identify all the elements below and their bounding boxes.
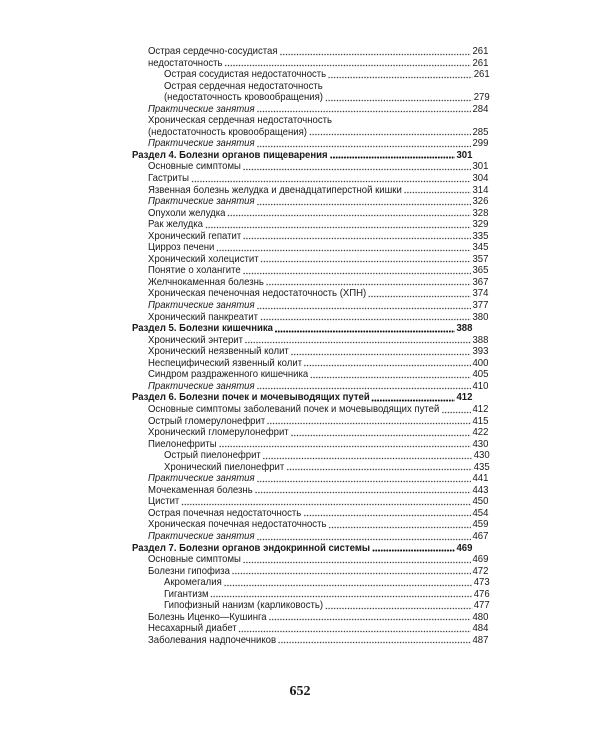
toc-entry-page: 365	[472, 265, 489, 277]
toc-entry	[164, 577, 490, 589]
toc-entry-title: Хронический пиелонефрит	[164, 461, 285, 473]
toc-entry-title: Раздел 5. Болезни кишечника	[132, 323, 273, 335]
dot-leader	[245, 341, 471, 344]
toc-entry-page: 469	[472, 554, 489, 566]
toc-entry	[148, 519, 488, 531]
toc-entry-page: 357	[472, 253, 489, 265]
toc-entry-title: Несахарный диабет	[148, 623, 237, 635]
toc-entry	[164, 450, 490, 462]
toc-entry-page: 443	[472, 484, 489, 496]
dot-leader	[216, 249, 470, 252]
toc-entry-title: Хронический панкреатит	[148, 311, 259, 323]
toc-entry-page: 329	[472, 219, 489, 231]
toc-entry-page: 377	[472, 300, 489, 312]
dot-leader	[205, 226, 471, 229]
dot-leader	[266, 283, 471, 286]
toc-entry-page: 412	[456, 392, 473, 404]
dot-leader	[328, 76, 472, 79]
toc-entry-page: 301	[472, 161, 489, 173]
toc-entry	[148, 208, 488, 220]
dot-leader	[267, 422, 471, 425]
toc-entry-page: 476	[473, 588, 490, 600]
toc-entry-title: Острый пиелонефрит	[164, 450, 261, 462]
toc-entry-page: 487	[472, 634, 489, 646]
toc-entry-page: 261	[473, 69, 490, 81]
dot-leader	[232, 572, 471, 575]
dot-leader	[278, 641, 471, 644]
dot-leader	[256, 145, 470, 148]
toc-entry-page: 301	[456, 149, 473, 161]
toc-entry-page: 261	[472, 46, 489, 57]
dot-leader	[368, 295, 471, 298]
toc-entry-page: 435	[473, 461, 490, 473]
dot-leader	[239, 630, 471, 633]
toc-entry-page: 430	[472, 438, 489, 450]
toc-entry	[148, 554, 488, 566]
toc-entry	[164, 92, 490, 104]
toc-entry-title: Хронический гепатит	[148, 230, 242, 242]
toc-entry	[148, 485, 488, 497]
dot-leader	[181, 503, 470, 506]
toc-entry-page: 410	[472, 380, 489, 392]
toc-entry-title: Острый гломерулонефрит	[148, 415, 266, 427]
dot-leader	[243, 561, 471, 564]
toc-entry	[164, 69, 490, 81]
dot-leader	[256, 203, 470, 206]
toc-section-heading	[132, 392, 472, 404]
toc-entry-page: 454	[472, 507, 489, 519]
toc-entry-title: Хронический энтерит	[148, 334, 244, 346]
toc-entry	[148, 381, 488, 393]
toc-entry	[148, 358, 488, 370]
dot-leader	[304, 364, 471, 367]
toc-entry	[148, 612, 488, 624]
toc-entry	[164, 81, 490, 93]
toc-entry-page: 299	[472, 138, 489, 150]
toc-entry	[148, 404, 488, 416]
toc-entry	[148, 531, 488, 543]
dot-leader	[210, 595, 472, 598]
toc-entry	[148, 58, 488, 70]
toc-entry-title: Акромегалия	[164, 577, 222, 589]
toc-entry	[164, 600, 490, 612]
toc-entry-page: 480	[472, 611, 489, 623]
dot-leader	[256, 387, 470, 390]
toc-entry-title: Хронический неязвенный колит	[148, 346, 289, 358]
toc-entry-title: Практические занятия	[148, 300, 255, 312]
toc-entry-title: Гастриты	[148, 173, 190, 185]
toc-entry-page: 459	[472, 519, 489, 531]
dot-leader	[291, 353, 471, 356]
toc-entry-page: 467	[472, 530, 489, 542]
dot-leader	[291, 434, 471, 437]
toc-entry-page: 380	[472, 311, 489, 323]
toc-entry-title: Цирроз печени	[148, 242, 215, 254]
dot-leader	[263, 457, 472, 460]
toc-entry	[148, 623, 488, 635]
toc-entry-title: Понятие о холангите	[148, 265, 241, 277]
toc-entry-title: Практические занятия	[148, 380, 255, 392]
toc-entry-title: недостаточность	[148, 57, 223, 69]
dot-leader	[227, 214, 470, 217]
dot-leader	[243, 272, 471, 275]
toc-entry	[148, 346, 488, 358]
toc-entry-page: 335	[472, 230, 489, 242]
dot-leader	[243, 168, 471, 171]
toc-entry-page: 430	[473, 450, 490, 462]
page-number: 652	[289, 684, 311, 699]
toc-entry-page: 415	[472, 415, 489, 427]
dot-leader	[243, 237, 471, 240]
dot-leader	[372, 399, 455, 402]
toc-entry-page: 345	[472, 242, 489, 254]
toc-entry-page: 284	[472, 103, 489, 115]
dot-leader	[303, 514, 470, 517]
toc-entry-title: Цистит	[148, 496, 180, 508]
toc-entry	[148, 300, 488, 312]
toc-entry-title: Болезнь Иценко—Кушинга	[148, 611, 267, 623]
toc-entry-page: 477	[473, 600, 490, 612]
toc-entry-title: Практические занятия	[148, 138, 255, 150]
toc-section-heading	[132, 150, 472, 162]
toc-entry-page: 473	[473, 577, 490, 589]
toc-entry-page: 412	[472, 403, 489, 415]
table-of-contents	[0, 46, 600, 646]
toc-entry	[148, 369, 488, 381]
dot-leader	[224, 64, 470, 67]
toc-entry	[148, 115, 488, 127]
dot-leader	[256, 307, 470, 310]
toc-entry-page: 328	[472, 207, 489, 219]
toc-entry-page: 304	[472, 173, 489, 185]
dot-leader	[328, 526, 470, 529]
toc-entry-page: 472	[472, 565, 489, 577]
toc-entry-title: Основные симптомы	[148, 554, 241, 566]
toc-entry	[148, 219, 488, 231]
toc-entry	[148, 185, 488, 197]
toc-entry-title: Хроническая сердечная недостаточность	[148, 115, 332, 127]
toc-entry-title: Острая сердечно-сосудистая	[148, 46, 278, 57]
toc-entry-page: 469	[456, 542, 473, 554]
toc-entry-title: Заболевания надпочечников	[148, 634, 277, 646]
toc-entry-title: Болезни гипофиза	[148, 565, 230, 577]
toc-entry-page: 422	[472, 427, 489, 439]
dot-leader	[218, 445, 470, 448]
dot-leader	[372, 549, 455, 552]
toc-entry-page: 405	[472, 369, 489, 381]
toc-entry	[148, 173, 488, 185]
toc-entry-title: Хронический гломерулонефрит	[148, 427, 289, 439]
toc-entry-title: Синдром раздраженного кишечника	[148, 369, 309, 381]
toc-entry-page: 367	[472, 276, 489, 288]
dot-leader	[224, 584, 472, 587]
toc-entry-page: 261	[472, 57, 489, 69]
toc-entry	[148, 473, 488, 485]
dot-leader	[275, 330, 455, 333]
dot-leader	[255, 491, 471, 494]
toc-entry	[148, 335, 488, 347]
toc-entry	[148, 265, 488, 277]
toc-entry	[148, 635, 488, 647]
toc-entry-title: Гигантизм	[164, 588, 209, 600]
dot-leader	[260, 260, 470, 263]
toc-entry-title: Рак желудка	[148, 219, 203, 231]
toc-entry	[148, 231, 488, 243]
toc-entry-title: Пиелонефриты	[148, 438, 217, 450]
toc-entry-title: Хронический холецистит	[148, 253, 259, 265]
toc-entry	[148, 277, 488, 289]
dot-leader	[404, 191, 471, 194]
toc-entry-title: Неспецифический язвенный колит	[148, 357, 303, 369]
toc-entry	[148, 416, 488, 428]
toc-entry-title: Язвенная болезнь желудка и двенадцатиперстной кишки	[148, 184, 402, 196]
dot-leader	[279, 53, 470, 56]
dot-leader	[310, 376, 471, 379]
toc-entry-title: Опухоли желудка	[148, 207, 226, 219]
toc-entry	[148, 496, 488, 508]
toc-entry	[148, 427, 488, 439]
toc-entry	[148, 288, 488, 300]
toc-entry	[148, 312, 488, 324]
toc-entry	[148, 138, 488, 150]
dot-leader	[286, 468, 472, 471]
toc-entry-title: (недостаточность кровообращения)	[164, 92, 323, 104]
dot-leader	[256, 538, 470, 541]
dot-leader	[309, 133, 471, 136]
toc-entry-title: (недостаточность кровообращения)	[148, 126, 307, 138]
toc-entry-title: Острая сосудистая недостаточность	[164, 69, 327, 81]
toc-entry-page: 374	[472, 288, 489, 300]
toc-entry-page: 441	[472, 473, 489, 485]
toc-section-heading	[132, 543, 472, 555]
toc-entry-title: Желчнокаменная болезнь	[148, 276, 264, 288]
toc-entry-title: Хроническая почечная недостаточность	[148, 519, 327, 531]
toc-entry	[148, 104, 488, 116]
toc-entry-title: Практические занятия	[148, 196, 255, 208]
toc-section-heading	[132, 323, 472, 335]
toc-entry-page: 285	[472, 126, 489, 138]
toc-entry-page: 314	[472, 184, 489, 196]
toc-entry	[164, 589, 490, 601]
toc-entry-page: 326	[472, 196, 489, 208]
toc-entry-title: Хроническая печеночная недостаточность (ХПН)	[148, 288, 367, 300]
dot-leader	[256, 480, 470, 483]
toc-entry	[148, 254, 488, 266]
toc-entry	[148, 46, 488, 58]
dot-leader	[329, 156, 454, 159]
toc-entry-title: Раздел 4. Болезни органов пищеварения	[132, 149, 328, 161]
toc-entry-title: Раздел 7. Болезни органов эндокринной системы	[132, 542, 371, 554]
toc-entry-title: Гипофизный нанизм (карликовость)	[164, 600, 324, 612]
dot-leader	[191, 180, 471, 183]
dot-leader	[268, 618, 470, 621]
toc-entry-title: Острая сердечная недостаточность	[164, 80, 323, 92]
toc-entry	[164, 462, 490, 474]
dot-leader	[260, 318, 471, 321]
toc-entry	[148, 127, 488, 139]
toc-entry-page: 484	[472, 623, 489, 635]
toc-entry-title: Практические занятия	[148, 473, 255, 485]
toc-entry-page: 279	[473, 92, 490, 104]
toc-entry	[148, 439, 488, 451]
toc-entry-title: Практические занятия	[148, 103, 255, 115]
toc-entry-title: Практические занятия	[148, 530, 255, 542]
toc-entry-page: 450	[472, 496, 489, 508]
toc-entry	[148, 508, 488, 520]
toc-entry-page: 393	[472, 346, 489, 358]
toc-entry-page: 388	[472, 334, 489, 346]
toc-entry-page: 388	[456, 323, 473, 335]
toc-entry	[148, 566, 488, 578]
toc-entry-page: 400	[472, 357, 489, 369]
dot-leader	[256, 110, 470, 113]
dot-leader	[325, 607, 472, 610]
toc-entry-title: Основные симптомы заболеваний почек и мочевыводящих путей	[148, 403, 440, 415]
toc-entry-title: Острая почечная недостаточность	[148, 507, 302, 519]
toc-entry	[148, 161, 488, 173]
dot-leader	[325, 99, 472, 102]
toc-entry-title: Основные симптомы	[148, 161, 241, 173]
toc-entry-title: Раздел 6. Болезни почек и мочевыводящих путей	[132, 392, 370, 404]
dot-leader	[441, 411, 470, 414]
toc-entry	[148, 196, 488, 208]
toc-entry	[148, 242, 488, 254]
toc-entry-title: Мочекаменная болезнь	[148, 484, 253, 496]
